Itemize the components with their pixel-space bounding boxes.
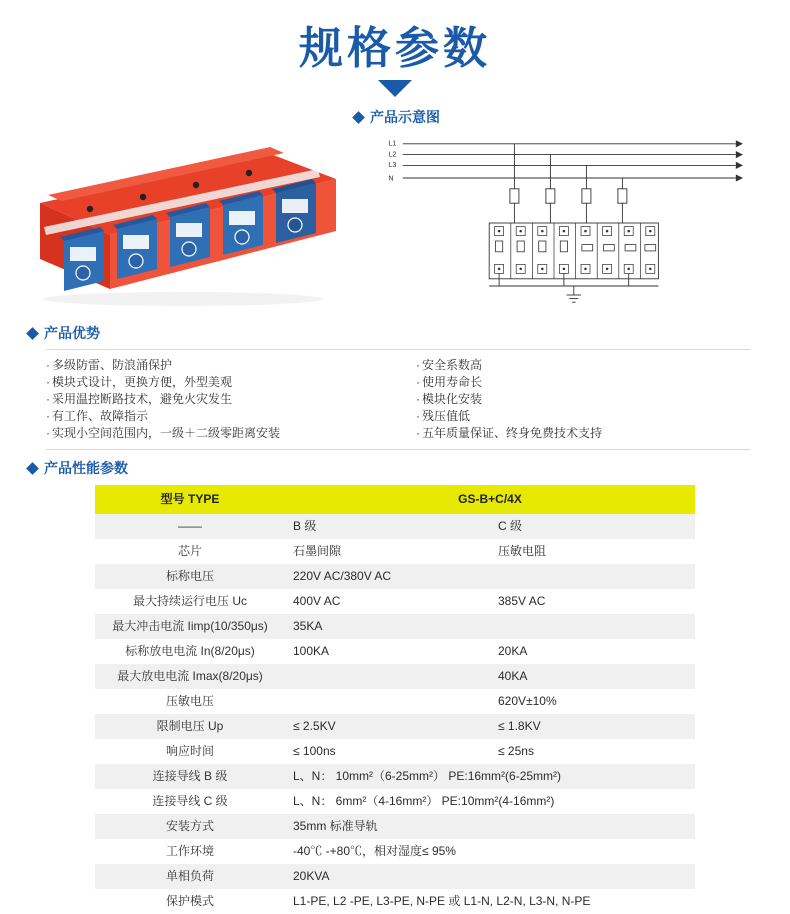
table-row	[95, 564, 695, 589]
row-value-c: ≤ 25ns	[498, 744, 534, 758]
parameters-section-header	[28, 458, 790, 478]
row-value-b: L、N： 10mm²（6-25mm²） PE:16mm²(6-25mm²)	[285, 764, 695, 789]
table-row	[95, 789, 695, 814]
row-value-c: 620V±10%	[498, 694, 557, 708]
list-item: · 采用温控断路技术，避免火灾发生	[46, 391, 398, 408]
row-value-b: B 级	[285, 514, 490, 539]
svg-text:L2: L2	[388, 149, 397, 159]
row-label: 最大持续运行电压 Uc	[132, 594, 247, 608]
table-row	[95, 764, 695, 789]
list-item: · 模块化安装	[416, 391, 750, 408]
parameters-section-title: 产品性能参数	[44, 460, 128, 476]
row-value-b: 400V AC	[293, 594, 341, 608]
row-label: 芯片	[177, 544, 202, 558]
list-item: · 使用寿命长	[416, 374, 750, 391]
table-row	[95, 614, 695, 639]
row-label: 标称电压	[95, 564, 285, 589]
list-item: · 残压值低	[416, 408, 750, 425]
table-row	[95, 664, 695, 689]
row-label: 安装方式	[95, 814, 285, 839]
table-row	[95, 889, 695, 914]
svg-text:N: N	[388, 173, 394, 183]
schematic-panel	[348, 107, 772, 317]
row-label: 保护模式	[165, 894, 214, 908]
advantages-section-header	[28, 323, 790, 343]
row-label: 标称放电电流 In(8/20μs)	[125, 644, 255, 658]
list-item: · 实现小空间范围内，一级＋二级零距离安装	[46, 425, 398, 442]
top-area	[18, 107, 772, 317]
advantages-column-right	[398, 357, 750, 442]
list-item: · 安全系数高	[416, 357, 750, 374]
row-value-b: 100KA	[293, 644, 330, 658]
svg-text:L1: L1	[388, 138, 397, 148]
product-photo	[18, 107, 348, 317]
row-label: 连接导线 B 级	[95, 764, 285, 789]
table-header-cell-type: 型号 TYPE	[95, 485, 285, 514]
row-label: 压敏电压	[165, 694, 214, 708]
table-row	[95, 639, 695, 664]
table-row	[95, 839, 695, 864]
advantages-list	[46, 349, 750, 450]
row-value-b: 35KA	[285, 614, 695, 639]
list-item: · 有工作、故障指示	[46, 408, 398, 425]
svg-text:L3: L3	[388, 160, 397, 170]
row-value-b: L1-PE, L2 -PE, L3-PE, N-PE 或 L1-N, L2-N, L3-N, N-PE	[293, 894, 591, 908]
row-label: ——	[95, 514, 285, 539]
list-item: · 模块式设计，更换方便，外型美观	[46, 374, 398, 391]
row-value-b: L、N： 6mm²（4-16mm²） PE:10mm²(4-16mm²)	[293, 794, 555, 808]
row-value-b: ≤ 100ns	[293, 744, 336, 758]
row-value-b	[285, 664, 490, 689]
table-row	[95, 539, 695, 564]
row-value-b: 220V AC/380V AC	[285, 564, 695, 589]
row-label: 限制电压 Up	[95, 714, 285, 739]
row-value-c: 压敏电阻	[498, 544, 547, 558]
list-item: · 五年质量保证、终身免费技术支持	[416, 425, 750, 442]
row-value-c: 385V AC	[498, 594, 546, 608]
row-value-c: 40KA	[490, 664, 695, 689]
table-header-row	[95, 485, 695, 514]
advantages-column-left	[46, 357, 398, 442]
row-label: 连接导线 C 级	[152, 794, 228, 808]
row-value-b	[285, 689, 490, 714]
diamond-bullet-icon	[26, 462, 39, 475]
diamond-bullet-icon	[26, 327, 39, 340]
row-value-c: 20KA	[498, 644, 528, 658]
row-label: 最大冲击电流 Iimp(10/350μs)	[95, 614, 285, 639]
row-value-c: ≤ 1.8KV	[490, 714, 695, 739]
product-illustration	[18, 123, 348, 308]
table-row	[95, 814, 695, 839]
schematic-section-header	[354, 107, 772, 127]
table-row	[95, 514, 695, 539]
diamond-bullet-icon	[352, 111, 365, 124]
table-row	[95, 589, 695, 614]
table-row	[95, 714, 695, 739]
page-title: 规格参数	[299, 23, 491, 74]
row-value-c: C 级	[490, 514, 695, 539]
table-row	[95, 739, 695, 764]
row-value-b: 35mm 标准导轨	[285, 814, 695, 839]
advantages-section-title: 产品优势	[44, 325, 100, 341]
row-label: 单相负荷	[95, 864, 285, 889]
row-value-b: 石墨间隙	[293, 544, 342, 558]
row-label: 最大放电电流 Imax(8/20μs)	[95, 664, 285, 689]
row-value-b: 20KVA	[285, 864, 695, 889]
table-row	[95, 864, 695, 889]
list-item: · 多级防雷、防浪涌保护	[46, 357, 398, 374]
table-row	[95, 689, 695, 714]
title-caret-icon	[378, 80, 412, 97]
row-label: 响应时间	[165, 744, 214, 758]
row-value-b: ≤ 2.5KV	[285, 714, 490, 739]
parameters-table	[95, 485, 695, 914]
row-value-b: -40℃ -+80℃，相对湿度≤ 95%	[293, 844, 456, 858]
wiring-schematic	[354, 133, 772, 313]
table-header-cell-model: GS-B+C/4X	[285, 485, 695, 514]
schematic-section-title: 产品示意图	[370, 109, 440, 125]
row-label: 工作环境	[165, 844, 214, 858]
